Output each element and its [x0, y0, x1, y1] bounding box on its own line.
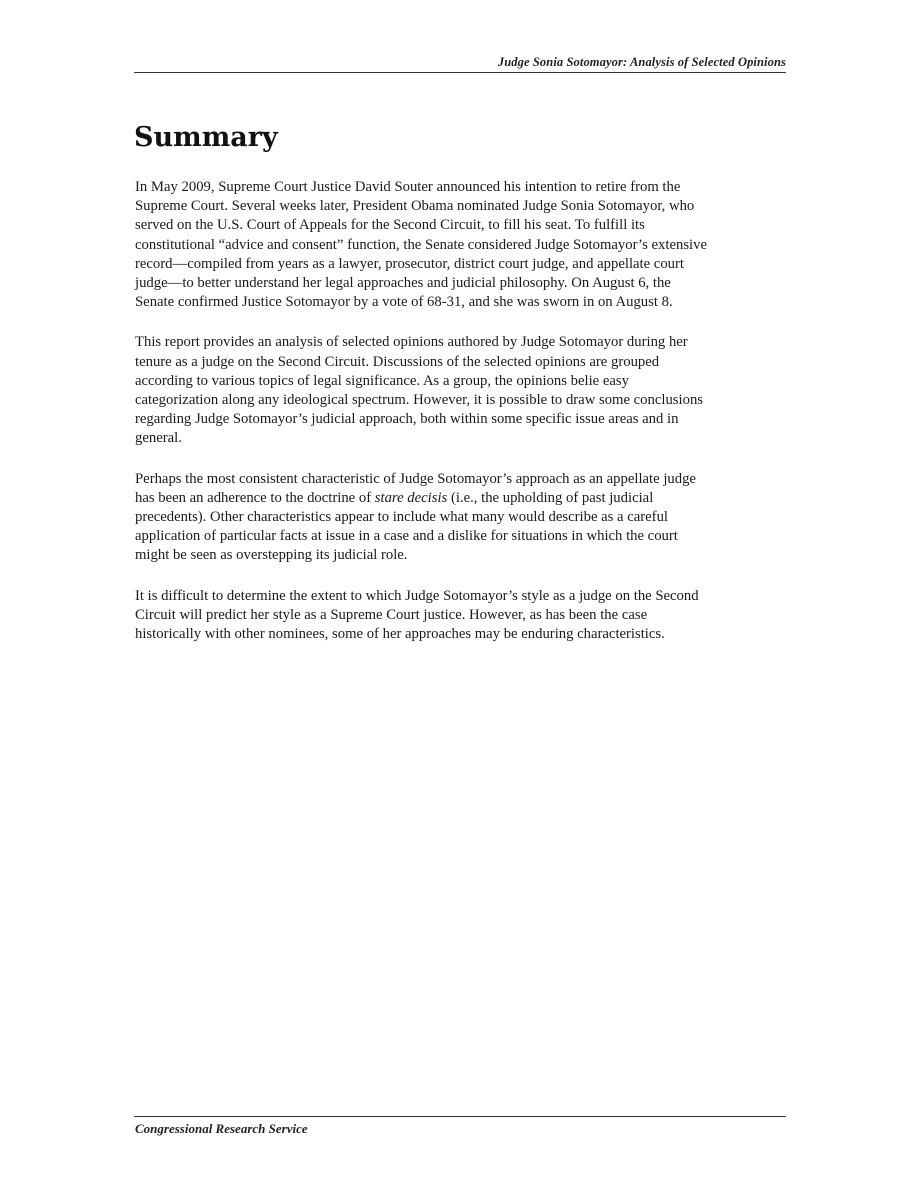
text-line: categorization along any ideological spectrum. However, it is possible to draw some conclusions [135, 392, 703, 409]
paragraph-1 [135, 178, 785, 312]
text-line: might be seen as overstepping its judicial role. [135, 547, 408, 564]
text-line: judge—to better understand her legal approaches and judicial philosophy. On August 6, the [135, 275, 671, 292]
text-line: served on the U.S. Court of Appeals for the Second Circuit, to fill his seat. To fulfill its [135, 217, 645, 234]
text-line: regarding Judge Sotomayor’s judicial approach, both within some specific issue areas and in [135, 411, 679, 428]
stare-decisis-term: stare decisis [374, 489, 448, 506]
text-line: constitutional “advice and consent” function, the Senate considered Judge Sotomayor’s extensive [135, 236, 707, 253]
text-line: general. [135, 430, 182, 447]
running-header: Judge Sonia Sotomayor: Analysis of Selected Opinions [497, 55, 786, 69]
text-line: It is difficult to determine the extent to which Judge Sotomayor’s style as a judge on the Second [135, 587, 699, 604]
footer-rule [134, 1116, 786, 1117]
text-line: precedents). Other characteristics appear to include what many would describe as a careful [135, 509, 668, 526]
header-rule [134, 72, 786, 73]
section-title: Summary [134, 122, 278, 153]
paragraph-4 [135, 587, 785, 645]
text-line: Circuit will predict her style as a Supreme Court justice. However, as has been the case [135, 606, 648, 623]
summary-body [135, 178, 785, 665]
text-line: historically with other nominees, some of her approaches may be enduring characteristics. [135, 626, 665, 643]
text-line: Supreme Court. Several weeks later, President Obama nominated Judge Sonia Sotomayor, who [135, 198, 695, 215]
text-line: according to various topics of legal significance. As a group, the opinions belie easy [135, 372, 629, 389]
text-line: In May 2009, Supreme Court Justice David Souter announced his intention to retire from the [135, 179, 681, 195]
text-line: application of particular facts at issue in a case and a dislike for situations in which the court [135, 528, 678, 545]
text-line: Perhaps the most consistent characteristic of Judge Sotomayor’s approach as an appellate judge [135, 470, 696, 487]
text-line: tenure as a judge on the Second Circuit. Discussions of the selected opinions are grouped [135, 353, 660, 370]
text-line [135, 489, 785, 508]
text-segment: has been an adherence to the doctrine of [135, 489, 375, 506]
paragraph-2 [135, 333, 785, 448]
footer-publisher: Congressional Research Service [135, 1121, 308, 1136]
text-line: This report provides an analysis of selected opinions authored by Judge Sotomayor during her [135, 334, 688, 351]
paragraph-3 [135, 470, 785, 566]
text-segment: (i.e., the upholding of past judicial [447, 489, 654, 506]
text-line: Senate confirmed Justice Sotomayor by a vote of 68-31, and she was sworn in on August 8. [135, 294, 673, 311]
text-line: record—compiled from years as a lawyer, prosecutor, district court judge, and appellate court [135, 255, 684, 272]
